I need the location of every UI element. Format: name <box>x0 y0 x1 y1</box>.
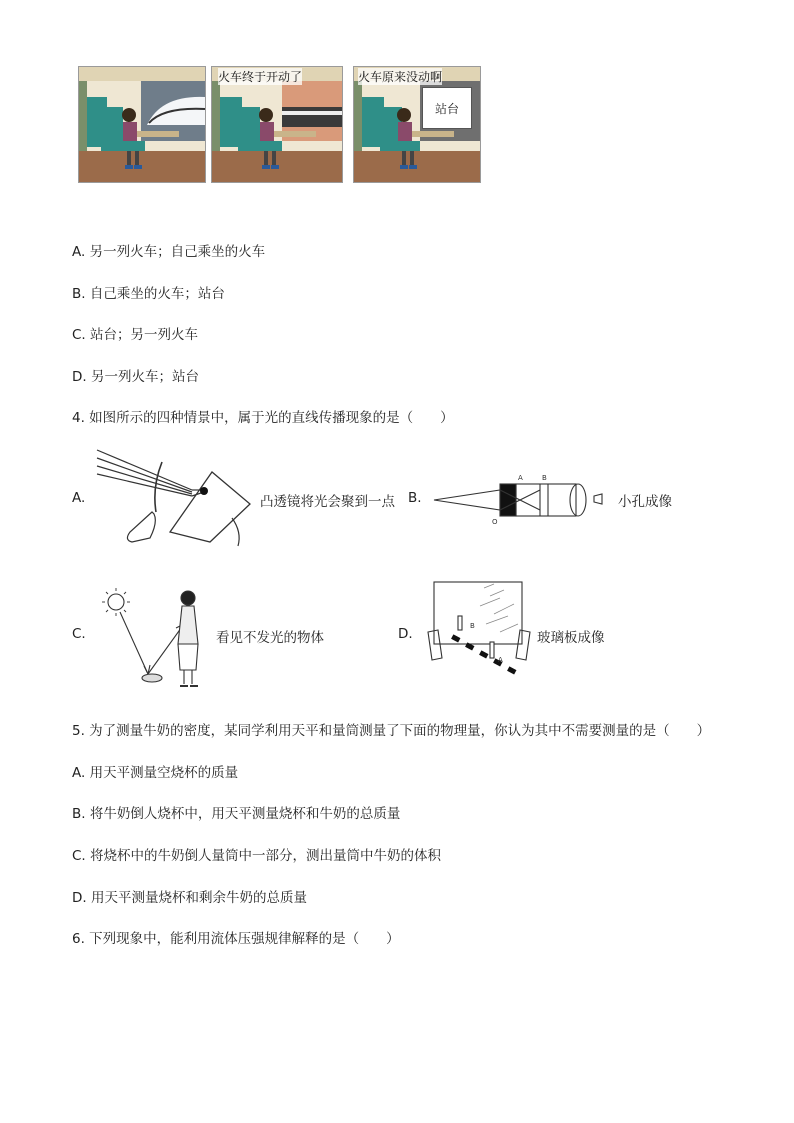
q4-option-a-letter: A. <box>72 490 86 506</box>
diagram-letter-b: B <box>542 474 547 482</box>
train-scene-illustration <box>79 67 205 182</box>
q3-option-a: A. 另一列火车；自己乘坐的火车 <box>72 244 266 260</box>
q4-option-b-letter: B. <box>408 490 422 506</box>
diagram-letter-b: B <box>470 622 475 630</box>
train-panel-1 <box>78 66 206 183</box>
q3-option-c: C. 站台；另一列火车 <box>72 327 199 343</box>
q5-option-d: D. 用天平测量烧杯和剩余牛奶的总质量 <box>72 890 307 906</box>
panel-caption: 火车终于开动了 <box>218 70 303 84</box>
q4-option-d-label: 玻璃板成像 <box>537 630 605 646</box>
reflection-eye-figure <box>96 584 216 694</box>
q4-option-c-label: 看见不发光的物体 <box>216 630 324 646</box>
diagram-letter-o: O <box>492 518 498 526</box>
q6-stem: 6. 下列现象中，能利用流体压强规律解释的是（ ） <box>72 931 400 947</box>
diagram-letter-a: A <box>498 656 503 664</box>
pinhole-camera-figure <box>430 470 610 530</box>
glass-plate-figure <box>424 580 534 688</box>
q5-option-b: B. 将牛奶倒人烧杯中，用天平测量烧杯和牛奶的总质量 <box>72 806 401 822</box>
q5-option-a: A. 用天平测量空烧杯的质量 <box>72 765 239 781</box>
q3-option-d: D. 另一列火车；站台 <box>72 369 199 385</box>
q3-option-b: B. 自己乘坐的火车；站台 <box>72 286 225 302</box>
station-sign: 站台 <box>422 87 472 129</box>
q4-option-a-label: 凸透镜将光会聚到一点 <box>260 494 395 510</box>
q4-option-b-label: 小孔成像 <box>618 494 672 510</box>
convex-lens-figure <box>92 442 257 547</box>
diagram-letter-a: A <box>518 474 523 482</box>
panel-caption: 火车原来没动啊 <box>358 70 443 84</box>
q4-stem: 4. 如图所示的四种情景中，属于光的直线传播现象的是（ ） <box>72 410 454 426</box>
q4-option-d-letter: D. <box>398 626 413 642</box>
train-panel-2 <box>211 66 343 183</box>
q5-option-c: C. 将烧杯中的牛奶倒人量筒中一部分，测出量筒中牛奶的体积 <box>72 848 442 864</box>
train-panel-3 <box>353 66 481 183</box>
q5-stem: 5. 为了测量牛奶的密度，某同学利用天平和量筒测量了下面的物理量，你认为其中不需要测量的是（ ） <box>72 723 711 739</box>
q4-option-c-letter: C. <box>72 626 86 642</box>
